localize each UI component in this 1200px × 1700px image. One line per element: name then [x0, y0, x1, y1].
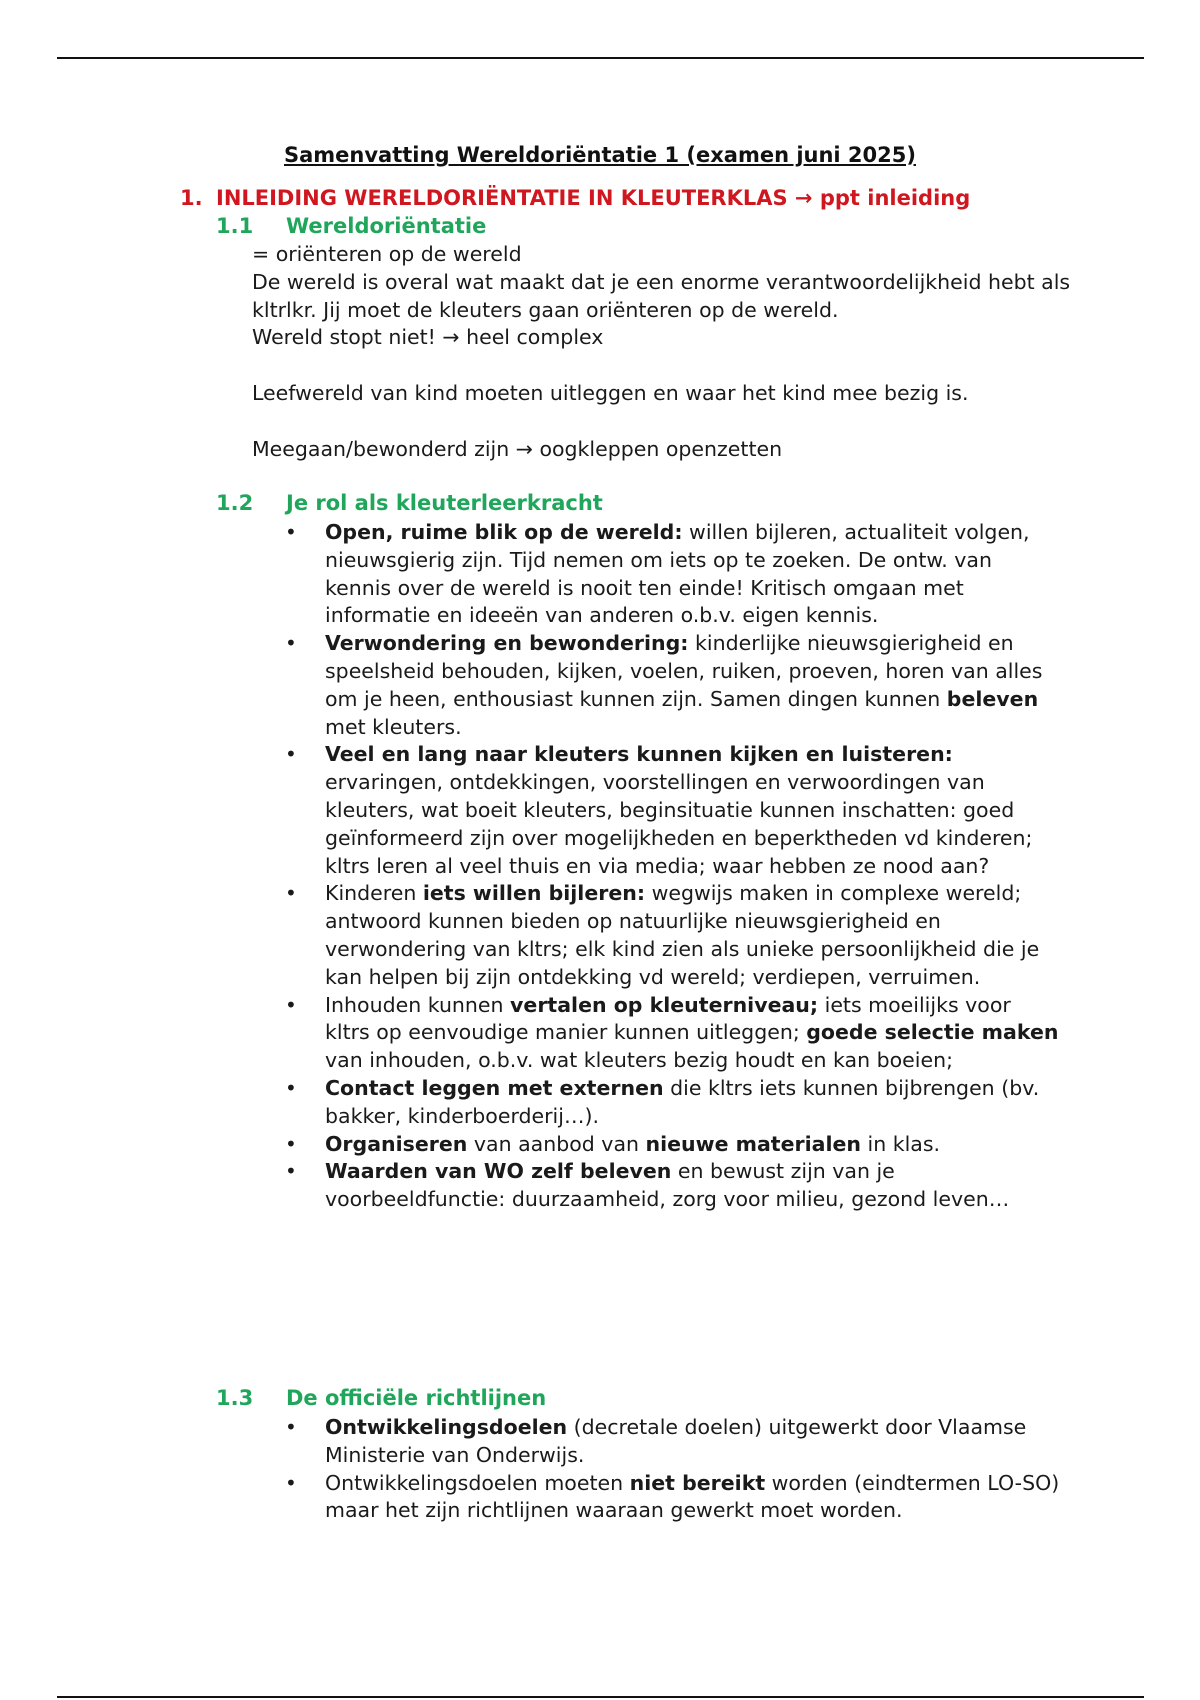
section-1-2-heading — [216, 491, 603, 515]
page-bottom-rule — [57, 1696, 1144, 1698]
bullet-text: ervaringen, ontdekkingen, voorstellingen en verwoordingen van kleuters, wat boeit kleuters, beginsituatie kunnen inschatten: goed geïnformeerd zijn over mogelijkheden en beperktheden vd kinderen; kltrs leren al veel thuis en via media; waar hebben ze nood aan? — [325, 770, 1033, 878]
paragraph: Leefwereld van kind moeten uitleggen en waar het kind mee bezig is. — [252, 380, 969, 405]
list-item — [252, 1158, 1062, 1214]
section-1-2-number: 1.2 — [216, 491, 254, 515]
bullet-bold-text: Veel en lang naar kleuters kunnen kijken en luisteren: — [325, 742, 953, 767]
section-1-1-title: Wereldoriëntatie — [286, 214, 487, 238]
bullet-text: (decretale doelen) uitgewerkt door Vlaamse Ministerie van Onderwijs. — [325, 1415, 1027, 1467]
page-title: Samenvatting Wereldoriëntatie 1 (examen juni 2025) — [284, 143, 916, 167]
bullet-bold-text: nieuwe materialen — [645, 1131, 862, 1156]
paragraph: Wereld stopt niet! → heel complex — [252, 325, 604, 350]
list-item — [252, 992, 1062, 1075]
list-item — [252, 880, 1062, 991]
bullet-text: Kinderen — [325, 881, 423, 906]
list-item — [252, 1470, 1062, 1526]
paragraph: De wereld is overal wat maakt dat je een enorme verantwoordelijkheid hebt als kltrlkr. Jij moet de kleuters gaan oriënteren op de wereld. — [252, 269, 1071, 322]
list-item — [252, 741, 1062, 880]
bullet-bold-text: beleven — [946, 686, 1039, 711]
section-1-3-bullet-list — [252, 1414, 1062, 1525]
bullet-text: willen bijleren, actualiteit volgen, nieuwsgierig zijn. Tijd nemen om iets op te zoeken. De ontw. van kennis over de wereld is nooit ten einde! Kritisch omgaan met informatie en ideeën van anderen o.b.v. eigen kennis. — [325, 520, 1030, 628]
list-item — [252, 630, 1062, 741]
bullet-bold-text: Organiseren — [325, 1131, 468, 1156]
bullet-bold-text: Verwondering en bewondering: — [325, 631, 689, 656]
bullet-text: kinderlijke nieuwsgierigheid en speelsheid behouden, kijken, voelen, ruiken, proeven, horen van alles om je heen, enthousiast kunnen zijn. Samen dingen kunnen — [325, 631, 1043, 711]
section-1-number: 1. — [180, 186, 203, 210]
section-1-3-title: De officiële richtlijnen — [286, 1386, 547, 1410]
list-item — [252, 1131, 1062, 1159]
bullet-bold-text: vertalen op kleuterniveau; — [510, 992, 819, 1017]
section-1-1-body — [252, 241, 1082, 463]
page-top-rule — [57, 57, 1144, 59]
bullet-text: in klas. — [861, 1131, 941, 1156]
bullet-bold-text: Contact leggen met externen — [325, 1075, 664, 1100]
section-1-heading — [180, 186, 970, 210]
section-1-title: INLEIDING WERELDORIËNTATIE IN KLEUTERKLAS → ppt inleiding — [216, 186, 971, 210]
section-1-1-heading — [216, 214, 486, 238]
bullet-bold-text: niet bereikt — [629, 1470, 766, 1495]
list-item — [252, 1414, 1062, 1470]
section-1-2-title: Je rol als kleuterleerkracht — [286, 491, 603, 515]
bullet-text: en bewust zijn van je voorbeeldfunctie: duurzaamheid, zorg voor milieu, gezond leven… — [325, 1159, 1010, 1212]
section-1-3-heading — [216, 1386, 546, 1410]
list-item — [252, 1075, 1062, 1131]
paragraph: = oriënteren op de wereld — [252, 242, 522, 266]
section-1-3-number: 1.3 — [216, 1386, 254, 1410]
bullet-text: Ontwikkelingsdoelen moeten — [325, 1470, 630, 1495]
bullet-text: iets moeilijks voor kltrs op eenvoudige manier kunnen uitleggen; — [325, 992, 1011, 1045]
bullet-bold-text: goede selectie maken — [806, 1020, 1059, 1045]
bullet-text: met kleuters. — [325, 714, 462, 739]
bullet-bold-text: Ontwikkelingsdoelen — [325, 1415, 568, 1439]
paragraph: Meegaan/bewonderd zijn → oogkleppen openzetten — [252, 436, 783, 461]
list-item — [252, 519, 1062, 630]
bullet-bold-text: Open, ruime blik op de wereld: — [325, 520, 683, 544]
bullet-text: van aanbod van — [467, 1131, 646, 1156]
bullet-text: wegwijs maken in complexe wereld; antwoord kunnen bieden op natuurlijke nieuwsgierigheid en verwondering van kltrs; elk kind zien als unieke persoonlijkheid die je kan helpen bij zijn ontdekking vd wereld; verdiepen, verruimen. — [325, 881, 1040, 989]
bullet-bold-text: iets willen bijleren: — [422, 881, 646, 906]
bullet-text: worden (eindtermen LO-SO) maar het zijn richtlijnen waaraan gewerkt moet worden. — [325, 1470, 1060, 1523]
bullet-text: die kltrs iets kunnen bijbrengen (bv. bakker, kinderboerderij…). — [325, 1075, 1040, 1128]
section-1-2-bullet-list — [252, 519, 1062, 1214]
bullet-text: van inhouden, o.b.v. wat kleuters bezig houdt en kan boeien; — [325, 1048, 953, 1073]
bullet-bold-text: Waarden van WO zelf beleven — [325, 1159, 672, 1184]
bullet-text: Inhouden kunnen — [325, 992, 511, 1017]
section-1-1-number: 1.1 — [216, 214, 254, 238]
